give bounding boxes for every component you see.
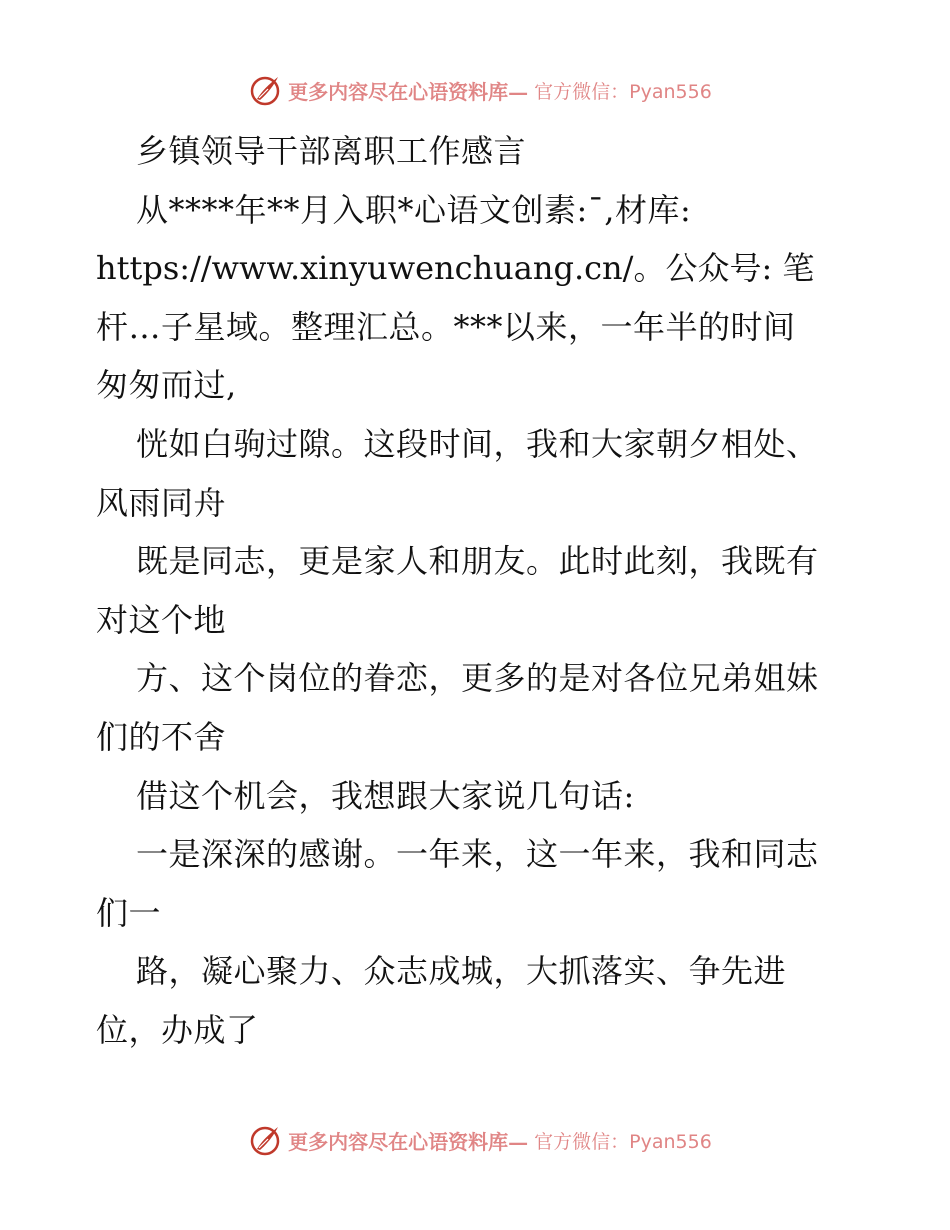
text-line-15: 位，办成了 xyxy=(96,1010,259,1049)
footer-watermark xyxy=(0,1120,950,1160)
text-line-5: 恍如白驹过隙。这段时间，我和大家朝夕相处、 xyxy=(136,424,819,463)
text-line-12: 一是深深的感谢。一年来，这一年来，我和同志 xyxy=(136,835,819,874)
text-line-11: 借这个机会，我想跟大家说几句话: xyxy=(136,776,635,815)
text-line-2: https://www.xinyuwenchuang.cn/。公众号: 笔 xyxy=(96,249,815,288)
text-line-3: 杆…子星域。整理汇总。***以来，一年半的时间 xyxy=(96,307,796,346)
text-line-10: 们的不舍 xyxy=(96,717,227,756)
watermark-group xyxy=(248,1123,712,1157)
quill-logo-icon xyxy=(248,1123,282,1157)
watermark-group xyxy=(248,73,712,107)
document-body xyxy=(96,122,856,1060)
text-line-14: 路，凝心聚力、众志成城，大抓落实、争先进 xyxy=(136,952,787,991)
watermark-wechat: 官方微信：Pyan556 xyxy=(534,80,712,103)
document-title: 乡镇领导干部离职工作感言 xyxy=(136,132,527,170)
text-line-6: 风雨同舟 xyxy=(96,483,227,522)
text-line-13: 们一 xyxy=(96,893,162,932)
quill-logo-icon xyxy=(248,73,282,107)
watermark-text: 更多内容尽在心语资料库— xyxy=(288,1129,529,1154)
text-line-7: 既是同志，更是家人和朋友。此时此刻，我既有 xyxy=(136,542,819,581)
text-line-4: 匆匆而过, xyxy=(96,366,237,405)
header-watermark xyxy=(0,70,950,110)
text-line-8: 对这个地 xyxy=(96,600,227,639)
text-line-9: 方、这个岗位的眷恋，更多的是对各位兄弟姐妹 xyxy=(136,659,819,698)
watermark-text: 更多内容尽在心语资料库— xyxy=(288,79,529,104)
watermark-wechat: 官方微信：Pyan556 xyxy=(534,1130,712,1153)
text-line-1: 从****年**月入职*心语文创素:¯,材库: xyxy=(136,190,692,229)
